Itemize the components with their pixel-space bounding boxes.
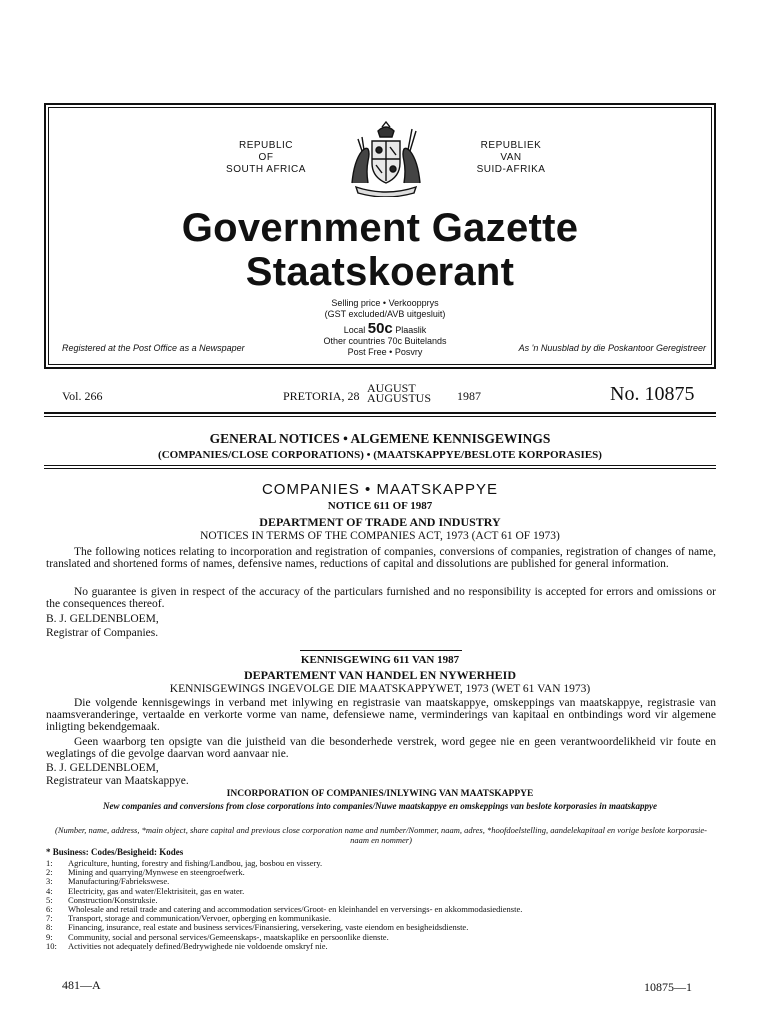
business-code-number: 7: <box>46 913 53 924</box>
signatory-af: B. J. GELDENBLOEM, <box>46 762 159 774</box>
notice-en-para-1: The following notices relating to incorporation and registration of companies, conversions of companies, registration of changes of name, translated and shortened forms of names, defensive names, reductions of capital and dissolutions are published for general information. <box>46 546 716 570</box>
post-free-line: Post Free • Posvry <box>347 347 423 357</box>
business-code-text: Activities not adequately defined/Bedrywighede nie voldoende omskryf nie. <box>68 940 328 951</box>
issue-month: AUGUST AUGUSTUS <box>367 381 432 405</box>
issue-place: PRETORIA, 28 <box>283 389 360 403</box>
rule-top-thin <box>44 416 716 417</box>
business-code-text: Mining and quarrying/Mynwese en steengroefwerk. <box>68 867 245 878</box>
signatory-title-en: Registrar of Companies. <box>46 627 159 639</box>
business-code-text: Financing, insurance, real estate and business services/Finansiering, versekering, vaste eiendom en besigheidsdienste. <box>68 922 469 933</box>
republic-af: REPUBLIEK VAN SUID-AFRIKA <box>476 140 546 175</box>
gazette-title-af: Staatskoerant <box>245 250 515 294</box>
business-code-number: 8: <box>46 922 53 933</box>
business-code-number: 2: <box>46 867 53 878</box>
local-price-line: Local 50c Plaaslik <box>343 320 427 337</box>
registered-en: Registered at the Post Office as a Newspaper <box>62 343 245 353</box>
separator-rule <box>300 650 462 651</box>
gazette-title-en: Government Gazette <box>181 206 579 250</box>
business-code-number: 6: <box>46 904 53 915</box>
issue-year: 1987 <box>457 389 481 403</box>
notice-number-af: KENNISGEWING 611 VAN 1987 <box>300 654 460 666</box>
business-code-text: Transport, storage and communication/Vervoer, opberging en kommunikasie. <box>68 913 331 924</box>
notice-af-para-2: Geen waarborg ten opsigte van die juistheid van die besonderhede verstrek, word gegee nie en geen verantwoordelikheid vir foute en weglatings of die gevolge daarvan word aanvaar nie. <box>46 736 716 760</box>
act-af: KENNISGEWINGS INGEVOLGE DIE MAATSKAPPYWET, 1973 (WET 61 VAN 1973) <box>169 683 591 695</box>
signatory-title-af: Registrateur van Maatskappye. <box>46 775 189 787</box>
other-countries-line: Other countries 70c Buitelands <box>323 336 447 346</box>
signatory-en: B. J. GELDENBLOEM, <box>46 613 159 625</box>
rule-mid-2 <box>44 468 716 469</box>
companies-heading: COMPANIES • MAATSKAPPYE <box>261 481 499 498</box>
notice-number-en: NOTICE 611 OF 1987 <box>327 500 433 512</box>
business-codes-list <box>46 859 716 951</box>
business-code-number: 10: <box>46 940 57 951</box>
registered-af: As 'n Nuusblad by die Poskantoor Geregistreer <box>518 343 706 353</box>
price-line-2: (GST excluded/AVB uitgesluit) <box>324 309 446 319</box>
rule-top <box>44 412 716 414</box>
notice-en-para-2: No guarantee is given in respect of the accuracy of the particulars furnished and no responsibility is accepted for errors and omissions or the consequences thereof. <box>46 586 716 610</box>
department-af: DEPARTEMENT VAN HANDEL EN NYWERHEID <box>243 668 517 682</box>
business-code-number: 3: <box>46 876 53 887</box>
incorporation-format: (Number, name, address, *main object, share capital and previous close corporation name and number/Nommer, naam, adres, *hoofdoelstelling, aandelekapitaal en vorige beslote korporasie-naam en nommer) <box>55 825 707 845</box>
business-code-number: 4: <box>46 885 53 896</box>
incorporation-heading: INCORPORATION OF COMPANIES/INLYWING VAN MAATSKAPPYE <box>226 789 534 799</box>
notice-af-para-1: Die volgende kennisgewings in verband met inlywing en registrasie van maatskappye, omskeppings van maatskappye, registrasie van naamsveranderinge, vertaalde en verkorte vorme van name, defensiewe name, verminderings van kapitaal en ontbindings word vir algemene inligting bekendgemaak. <box>46 697 716 733</box>
codes-title: * Business: Codes/Besigheid: Kodes <box>46 847 184 857</box>
coat-of-arms-icon <box>338 121 434 197</box>
act-en: NOTICES IN TERMS OF THE COMPANIES ACT, 1973 (ACT 61 OF 1973) <box>200 530 560 542</box>
section-heading: GENERAL NOTICES • ALGEMENE KENNISGEWINGS <box>209 431 551 446</box>
business-code-item <box>46 942 716 951</box>
issue-number: No. 10875 <box>610 383 695 405</box>
local-price: 50c <box>367 320 393 337</box>
business-code-text: Community, social and personal services/Gemeenskaps-, maatskaplike en persoonlike dienste. <box>68 931 389 942</box>
price-block <box>280 298 490 358</box>
business-code-number: 9: <box>46 931 53 942</box>
business-code-number: 5: <box>46 894 53 905</box>
footer-left: 481—A <box>62 978 101 992</box>
volume: Vol. 266 <box>62 389 103 403</box>
business-code-text: Construction/Konstruksie. <box>68 894 158 905</box>
incorporation-sub: New companies and conversions from close corporations into companies/Nuwe maatskappye en omskeppings van beslote korporasies in maatskappye <box>102 801 657 811</box>
price-line-1: Selling price • Verkoopprys <box>331 298 439 308</box>
rule-mid <box>44 465 716 466</box>
section-subheading: (COMPANIES/CLOSE CORPORATIONS) • (MAATSKAPPYE/BESLOTE KORPORASIES) <box>158 449 602 461</box>
business-code-text: Electricity, gas and water/Elektrisiteit, gas en water. <box>68 885 245 896</box>
department-en: DEPARTMENT OF TRADE AND INDUSTRY <box>259 515 501 529</box>
republic-en: REPUBLIC OF SOUTH AFRICA <box>226 140 306 175</box>
business-code-number: 1: <box>46 858 53 868</box>
footer-right: 10875—1 <box>644 980 692 994</box>
business-code-text: Manufacturing/Fabriekswese. <box>68 876 170 887</box>
business-code-text: Agriculture, hunting, forestry and fishing/Landbou, jag, bosbou en vissery. <box>68 858 323 868</box>
business-code-text: Wholesale and retail trade and catering and accommodation services/Groot- en kleinhandel en verversings- en akkommodasiedienste. <box>68 904 523 915</box>
